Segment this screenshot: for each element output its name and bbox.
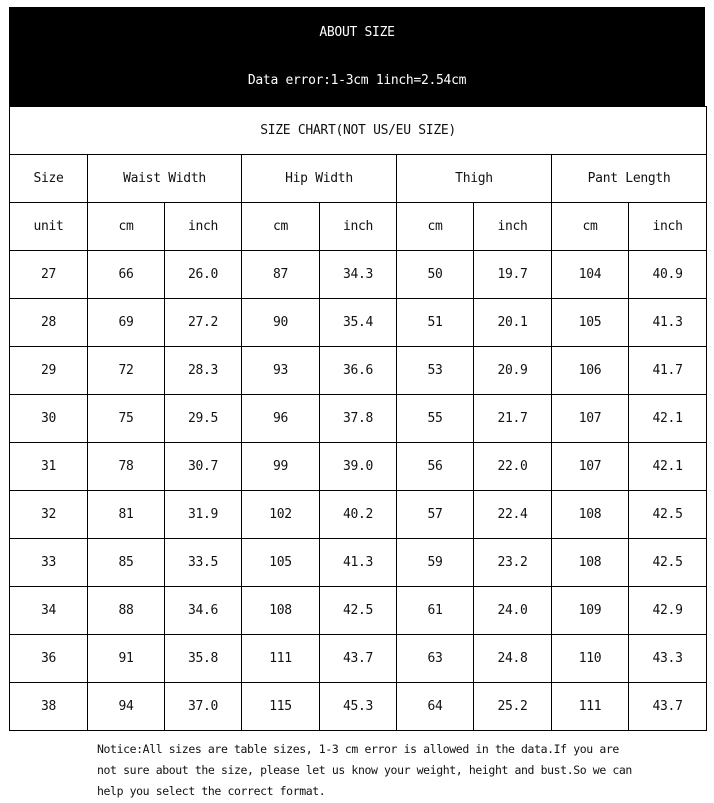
size-cell: 28	[10, 299, 88, 347]
table-cell: 78	[88, 443, 165, 491]
table-cell: 45.3	[320, 683, 397, 731]
table-cell: 111	[552, 683, 629, 731]
table-cell: 111	[242, 635, 320, 683]
unit-header: unit	[10, 203, 88, 251]
table-cell: 88	[88, 587, 165, 635]
size-cell: 33	[10, 539, 88, 587]
table-cell: 42.1	[629, 443, 707, 491]
unit-header: cm	[552, 203, 629, 251]
size-cell: 36	[10, 635, 88, 683]
table-cell: 42.5	[320, 587, 397, 635]
table-cell: 27.2	[165, 299, 242, 347]
table-cell: 108	[242, 587, 320, 635]
table-cell: 72	[88, 347, 165, 395]
table-row	[10, 587, 707, 635]
table-cell: 24.0	[474, 587, 552, 635]
table-cell: 110	[552, 635, 629, 683]
table-cell: 39.0	[320, 443, 397, 491]
table-cell: 40.9	[629, 251, 707, 299]
header-banner	[9, 7, 705, 106]
group-header: Hip Width	[242, 155, 397, 203]
table-cell: 30.7	[165, 443, 242, 491]
table-cell: 59	[397, 539, 474, 587]
table-cell: 33.5	[165, 539, 242, 587]
table-row	[10, 539, 707, 587]
table-row	[10, 491, 707, 539]
header-title: ABOUT SIZE	[319, 25, 395, 40]
notice-text	[97, 739, 697, 802]
table-cell: 115	[242, 683, 320, 731]
unit-header: cm	[88, 203, 165, 251]
table-cell: 105	[242, 539, 320, 587]
table-row	[10, 683, 707, 731]
table-cell: 25.2	[474, 683, 552, 731]
table-cell: 34.3	[320, 251, 397, 299]
table-cell: 50	[397, 251, 474, 299]
table-cell: 42.9	[629, 587, 707, 635]
table-row	[10, 347, 707, 395]
size-cell: 32	[10, 491, 88, 539]
table-cell: 41.3	[629, 299, 707, 347]
table-cell: 75	[88, 395, 165, 443]
table-cell: 42.5	[629, 491, 707, 539]
table-cell: 31.9	[165, 491, 242, 539]
table-cell: 37.8	[320, 395, 397, 443]
notice-line: help you select the correct format.	[97, 784, 326, 798]
table-cell: 107	[552, 395, 629, 443]
table-cell: 41.3	[320, 539, 397, 587]
table-row	[10, 251, 707, 299]
table-cell: 22.4	[474, 491, 552, 539]
table-cell: 53	[397, 347, 474, 395]
table-cell: 22.0	[474, 443, 552, 491]
table-row	[10, 443, 707, 491]
unit-header: inch	[629, 203, 707, 251]
group-header-row	[10, 155, 707, 203]
table-cell: 37.0	[165, 683, 242, 731]
table-cell: 41.7	[629, 347, 707, 395]
group-header: Pant Length	[552, 155, 707, 203]
table-cell: 63	[397, 635, 474, 683]
table-cell: 26.0	[165, 251, 242, 299]
header-error-note: Data error:1-3cm 1inch=2.54cm	[247, 73, 467, 88]
table-cell: 69	[88, 299, 165, 347]
table-cell: 108	[552, 539, 629, 587]
table-cell: 81	[88, 491, 165, 539]
unit-header: cm	[242, 203, 320, 251]
table-cell: 85	[88, 539, 165, 587]
table-cell: 61	[397, 587, 474, 635]
size-cell: 27	[10, 251, 88, 299]
size-cell: 34	[10, 587, 88, 635]
table-cell: 55	[397, 395, 474, 443]
table-row	[10, 299, 707, 347]
table-cell: 23.2	[474, 539, 552, 587]
size-cell: 31	[10, 443, 88, 491]
size-cell: 38	[10, 683, 88, 731]
group-header: Waist Width	[88, 155, 242, 203]
table-row	[10, 395, 707, 443]
unit-header-row	[10, 203, 707, 251]
table-cell: 93	[242, 347, 320, 395]
table-cell: 20.1	[474, 299, 552, 347]
table-cell: 108	[552, 491, 629, 539]
table-cell: 19.7	[474, 251, 552, 299]
table-cell: 24.8	[474, 635, 552, 683]
table-cell: 20.9	[474, 347, 552, 395]
table-cell: 99	[242, 443, 320, 491]
table-cell: 43.7	[320, 635, 397, 683]
group-header: Size	[10, 155, 88, 203]
group-header: Thigh	[397, 155, 552, 203]
table-cell: 104	[552, 251, 629, 299]
chart-title: SIZE CHART(NOT US/EU SIZE)	[10, 107, 707, 155]
table-cell: 90	[242, 299, 320, 347]
table-cell: 21.7	[474, 395, 552, 443]
table-row	[10, 635, 707, 683]
table-cell: 102	[242, 491, 320, 539]
size-chart-table	[9, 106, 707, 731]
table-cell: 43.7	[629, 683, 707, 731]
notice-line: Notice:All sizes are table sizes, 1-3 cm error is allowed in the data.If you are	[97, 742, 619, 756]
table-cell: 96	[242, 395, 320, 443]
table-cell: 40.2	[320, 491, 397, 539]
unit-header: inch	[320, 203, 397, 251]
table-cell: 29.5	[165, 395, 242, 443]
table-cell: 64	[397, 683, 474, 731]
notice-line: not sure about the size, please let us know your weight, height and bust.So we can	[97, 763, 632, 777]
table-cell: 35.4	[320, 299, 397, 347]
size-cell: 29	[10, 347, 88, 395]
table-cell: 107	[552, 443, 629, 491]
table-cell: 28.3	[165, 347, 242, 395]
table-cell: 35.8	[165, 635, 242, 683]
table-cell: 36.6	[320, 347, 397, 395]
table-cell: 42.5	[629, 539, 707, 587]
unit-header: cm	[397, 203, 474, 251]
table-cell: 94	[88, 683, 165, 731]
table-cell: 91	[88, 635, 165, 683]
table-cell: 57	[397, 491, 474, 539]
size-cell: 30	[10, 395, 88, 443]
table-cell: 66	[88, 251, 165, 299]
table-cell: 51	[397, 299, 474, 347]
table-cell: 105	[552, 299, 629, 347]
unit-header: inch	[474, 203, 552, 251]
table-cell: 43.3	[629, 635, 707, 683]
table-cell: 56	[397, 443, 474, 491]
table-cell: 34.6	[165, 587, 242, 635]
table-cell: 42.1	[629, 395, 707, 443]
table-cell: 109	[552, 587, 629, 635]
table-cell: 106	[552, 347, 629, 395]
unit-header: inch	[165, 203, 242, 251]
table-cell: 87	[242, 251, 320, 299]
